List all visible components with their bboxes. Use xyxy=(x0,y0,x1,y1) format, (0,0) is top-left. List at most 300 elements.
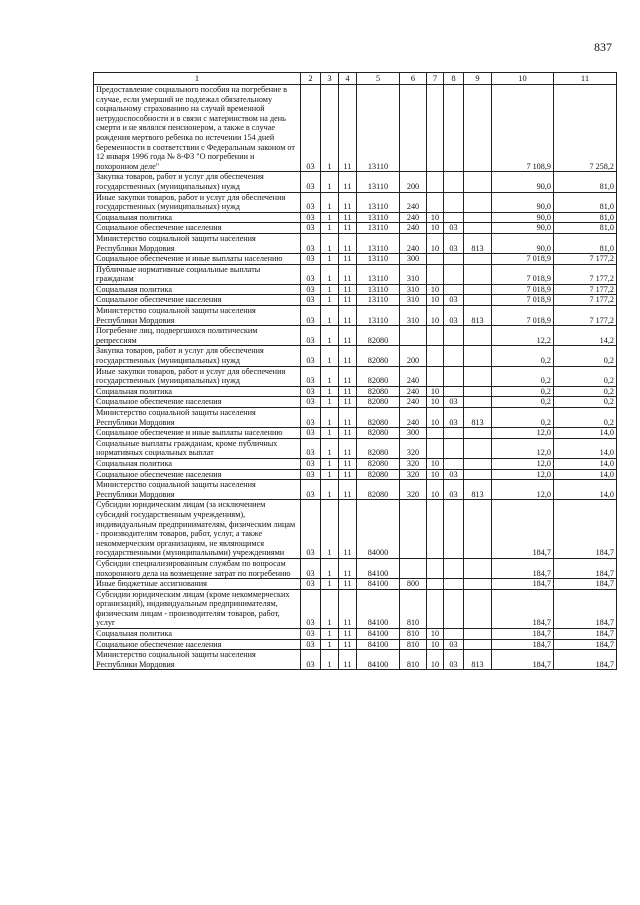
section xyxy=(427,500,444,559)
section xyxy=(427,579,444,590)
row-name: Субсидии юридическим лицам (кроме некоммерческих организаций), индивидуальным предпринимателям, физическим лицам - производителям товаров, работ, услуг xyxy=(94,589,301,628)
subsection xyxy=(444,438,464,458)
amount-col-11: 14,0 xyxy=(554,469,617,480)
amount-col-11: 7 177,2 xyxy=(554,295,617,306)
expense-type: 200 xyxy=(400,346,427,366)
table-row xyxy=(94,326,617,346)
section: 10 xyxy=(427,306,444,326)
section: 10 xyxy=(427,408,444,428)
row-name: Закупка товаров, работ и услуг для обеспечения государственных (муниципальных) нужд xyxy=(94,172,301,192)
code-2: 03 xyxy=(301,346,321,366)
code-3: 1 xyxy=(321,306,339,326)
row-name: Иные бюджетные ассигнования xyxy=(94,579,301,590)
amount-col-11: 184,7 xyxy=(554,650,617,670)
expense-type: 320 xyxy=(400,438,427,458)
table-row xyxy=(94,458,617,469)
section: 10 xyxy=(427,386,444,397)
expense-type: 310 xyxy=(400,264,427,284)
ministry-code: 813 xyxy=(464,306,492,326)
row-name: Субсидии специализированным службам по вопросам похоронного дела на возмещение затрат по погребению xyxy=(94,558,301,578)
target-code: 82080 xyxy=(357,438,400,458)
table-body xyxy=(94,85,617,670)
expense-type: 810 xyxy=(400,650,427,670)
amount-col-11: 7 177,2 xyxy=(554,306,617,326)
expense-type xyxy=(400,326,427,346)
amount-col-11: 184,7 xyxy=(554,579,617,590)
section: 10 xyxy=(427,295,444,306)
subsection xyxy=(444,284,464,295)
subsection: 03 xyxy=(444,639,464,650)
row-name: Социальное обеспечение и иные выплаты населению xyxy=(94,254,301,265)
target-code: 84000 xyxy=(357,500,400,559)
amount-col-10: 7 018,9 xyxy=(492,295,554,306)
expense-type xyxy=(400,558,427,578)
code-3: 1 xyxy=(321,397,339,408)
subsection xyxy=(444,326,464,346)
amount-col-11: 184,7 xyxy=(554,558,617,578)
subsection xyxy=(444,458,464,469)
code-3: 1 xyxy=(321,295,339,306)
row-name: Предоставление социального пособия на погребение в случае, если умерший не подлежал обязательному социальному страхованию на случай временной нетрудоспособности и в связи с материнством на день смерти и не являлся пенсионером, а также в случае рождения мертвого ребенка по истечении 154 дней беременности в соответствии с Федеральным законом от 12 января 1996 года № 8-ФЗ "О погребении и похоронном деле" xyxy=(94,85,301,172)
amount-col-11: 184,7 xyxy=(554,639,617,650)
code-2: 03 xyxy=(301,366,321,386)
section xyxy=(427,85,444,172)
subsection: 03 xyxy=(444,306,464,326)
code-3: 1 xyxy=(321,500,339,559)
code-3: 1 xyxy=(321,223,339,234)
amount-col-10: 184,7 xyxy=(492,639,554,650)
code-4: 11 xyxy=(339,579,357,590)
code-2: 03 xyxy=(301,438,321,458)
table-row xyxy=(94,212,617,223)
target-code: 84100 xyxy=(357,579,400,590)
amount-col-10: 12,2 xyxy=(492,326,554,346)
table-row xyxy=(94,428,617,439)
row-name: Социальная политика xyxy=(94,386,301,397)
amount-col-10: 90,0 xyxy=(492,172,554,192)
amount-col-11: 14,2 xyxy=(554,326,617,346)
subsection xyxy=(444,264,464,284)
code-4: 11 xyxy=(339,172,357,192)
target-code: 82080 xyxy=(357,408,400,428)
code-2: 03 xyxy=(301,480,321,500)
section xyxy=(427,589,444,628)
code-3: 1 xyxy=(321,629,339,640)
table-row xyxy=(94,397,617,408)
expense-type: 310 xyxy=(400,306,427,326)
expense-type: 240 xyxy=(400,223,427,234)
target-code: 82080 xyxy=(357,480,400,500)
header-cell: 3 xyxy=(321,73,339,85)
code-4: 11 xyxy=(339,500,357,559)
subsection xyxy=(444,558,464,578)
table-row xyxy=(94,366,617,386)
row-name: Иные закупки товаров, работ и услуг для обеспечения государственных (муниципальных) нужд xyxy=(94,192,301,212)
subsection xyxy=(444,500,464,559)
expense-type: 310 xyxy=(400,295,427,306)
code-4: 11 xyxy=(339,650,357,670)
section xyxy=(427,326,444,346)
ministry-code: 813 xyxy=(464,408,492,428)
amount-col-11: 81,0 xyxy=(554,233,617,253)
ministry-code xyxy=(464,85,492,172)
section xyxy=(427,428,444,439)
amount-col-10: 7 018,9 xyxy=(492,306,554,326)
code-2: 03 xyxy=(301,264,321,284)
ministry-code xyxy=(464,346,492,366)
code-3: 1 xyxy=(321,212,339,223)
target-code: 82080 xyxy=(357,458,400,469)
section xyxy=(427,438,444,458)
section: 10 xyxy=(427,284,444,295)
code-2: 03 xyxy=(301,397,321,408)
amount-col-10: 184,7 xyxy=(492,650,554,670)
amount-col-11: 14,0 xyxy=(554,458,617,469)
section xyxy=(427,346,444,366)
expense-type: 810 xyxy=(400,589,427,628)
table-row xyxy=(94,480,617,500)
code-2: 03 xyxy=(301,650,321,670)
code-2: 03 xyxy=(301,469,321,480)
code-4: 11 xyxy=(339,306,357,326)
ministry-code xyxy=(464,428,492,439)
code-4: 11 xyxy=(339,386,357,397)
code-4: 11 xyxy=(339,629,357,640)
code-2: 03 xyxy=(301,254,321,265)
amount-col-10: 12,0 xyxy=(492,469,554,480)
expense-type: 810 xyxy=(400,629,427,640)
amount-col-11: 184,7 xyxy=(554,629,617,640)
expense-type: 240 xyxy=(400,386,427,397)
target-code: 84100 xyxy=(357,639,400,650)
subsection xyxy=(444,346,464,366)
code-2: 03 xyxy=(301,212,321,223)
target-code: 13110 xyxy=(357,264,400,284)
amount-col-11: 0,2 xyxy=(554,346,617,366)
subsection xyxy=(444,172,464,192)
ministry-code xyxy=(464,192,492,212)
target-code: 13110 xyxy=(357,172,400,192)
ministry-code xyxy=(464,639,492,650)
subsection: 03 xyxy=(444,397,464,408)
code-3: 1 xyxy=(321,326,339,346)
section xyxy=(427,558,444,578)
code-3: 1 xyxy=(321,458,339,469)
code-2: 03 xyxy=(301,386,321,397)
code-4: 11 xyxy=(339,397,357,408)
amount-col-11: 7 177,2 xyxy=(554,264,617,284)
amount-col-10: 12,0 xyxy=(492,428,554,439)
target-code: 82080 xyxy=(357,346,400,366)
ministry-code xyxy=(464,500,492,559)
amount-col-10: 0,2 xyxy=(492,346,554,366)
ministry-code xyxy=(464,254,492,265)
section xyxy=(427,172,444,192)
row-name: Социальное обеспечение населения xyxy=(94,223,301,234)
code-3: 1 xyxy=(321,264,339,284)
target-code: 13110 xyxy=(357,85,400,172)
amount-col-10: 184,7 xyxy=(492,589,554,628)
ministry-code xyxy=(464,366,492,386)
header-cell: 1 xyxy=(94,73,301,85)
row-name: Погребение лиц, подвергшихся политическим репрессиям xyxy=(94,326,301,346)
table-row xyxy=(94,589,617,628)
amount-col-10: 12,0 xyxy=(492,458,554,469)
row-name: Социальные выплаты гражданам, кроме публичных нормативных социальных выплат xyxy=(94,438,301,458)
amount-col-10: 0,2 xyxy=(492,386,554,397)
section: 10 xyxy=(427,212,444,223)
code-2: 03 xyxy=(301,223,321,234)
code-3: 1 xyxy=(321,469,339,480)
expense-type: 800 xyxy=(400,579,427,590)
code-4: 11 xyxy=(339,346,357,366)
amount-col-10: 0,2 xyxy=(492,408,554,428)
code-3: 1 xyxy=(321,650,339,670)
code-2: 03 xyxy=(301,629,321,640)
code-4: 11 xyxy=(339,326,357,346)
amount-col-10: 184,7 xyxy=(492,629,554,640)
table-row xyxy=(94,295,617,306)
amount-col-11: 81,0 xyxy=(554,192,617,212)
code-2: 03 xyxy=(301,500,321,559)
amount-col-10: 0,2 xyxy=(492,366,554,386)
table-row xyxy=(94,254,617,265)
code-4: 11 xyxy=(339,438,357,458)
expense-type: 320 xyxy=(400,469,427,480)
code-2: 03 xyxy=(301,85,321,172)
expense-type: 300 xyxy=(400,254,427,265)
table-row xyxy=(94,639,617,650)
target-code: 84100 xyxy=(357,589,400,628)
code-2: 03 xyxy=(301,579,321,590)
table-row xyxy=(94,469,617,480)
target-code: 13110 xyxy=(357,192,400,212)
code-3: 1 xyxy=(321,428,339,439)
code-2: 03 xyxy=(301,589,321,628)
target-code: 82080 xyxy=(357,326,400,346)
ministry-code xyxy=(464,579,492,590)
table-row xyxy=(94,346,617,366)
code-2: 03 xyxy=(301,326,321,346)
row-name: Социальное обеспечение населения xyxy=(94,639,301,650)
table-row xyxy=(94,223,617,234)
header-cell: 6 xyxy=(400,73,427,85)
expense-type: 310 xyxy=(400,284,427,295)
code-4: 11 xyxy=(339,480,357,500)
section: 10 xyxy=(427,397,444,408)
code-2: 03 xyxy=(301,428,321,439)
section xyxy=(427,366,444,386)
section: 10 xyxy=(427,233,444,253)
amount-col-10: 7 018,9 xyxy=(492,264,554,284)
row-name: Министерство социальной защиты населения Республики Мордовия xyxy=(94,480,301,500)
expense-type: 240 xyxy=(400,366,427,386)
amount-col-11: 81,0 xyxy=(554,212,617,223)
amount-col-11: 0,2 xyxy=(554,397,617,408)
table-row xyxy=(94,264,617,284)
amount-col-10: 12,0 xyxy=(492,438,554,458)
table-row xyxy=(94,438,617,458)
code-4: 11 xyxy=(339,223,357,234)
row-name: Социальное обеспечение населения xyxy=(94,295,301,306)
code-3: 1 xyxy=(321,254,339,265)
ministry-code xyxy=(464,172,492,192)
subsection: 03 xyxy=(444,480,464,500)
code-3: 1 xyxy=(321,346,339,366)
code-2: 03 xyxy=(301,458,321,469)
code-2: 03 xyxy=(301,295,321,306)
target-code: 13110 xyxy=(357,212,400,223)
subsection xyxy=(444,589,464,628)
ministry-code xyxy=(464,438,492,458)
code-4: 11 xyxy=(339,558,357,578)
code-2: 03 xyxy=(301,192,321,212)
amount-col-10: 7 018,9 xyxy=(492,254,554,265)
expense-type: 200 xyxy=(400,172,427,192)
subsection xyxy=(444,366,464,386)
code-2: 03 xyxy=(301,233,321,253)
code-2: 03 xyxy=(301,408,321,428)
amount-col-11: 14,0 xyxy=(554,438,617,458)
ministry-code xyxy=(464,469,492,480)
amount-col-10: 7 018,9 xyxy=(492,284,554,295)
expense-type: 240 xyxy=(400,212,427,223)
amount-col-11: 14,0 xyxy=(554,480,617,500)
code-2: 03 xyxy=(301,172,321,192)
code-2: 03 xyxy=(301,639,321,650)
row-name: Социальная политика xyxy=(94,458,301,469)
code-4: 11 xyxy=(339,589,357,628)
section: 10 xyxy=(427,469,444,480)
amount-col-10: 184,7 xyxy=(492,579,554,590)
amount-col-11: 81,0 xyxy=(554,223,617,234)
expense-type: 240 xyxy=(400,192,427,212)
ministry-code xyxy=(464,326,492,346)
table-row xyxy=(94,192,617,212)
code-4: 11 xyxy=(339,366,357,386)
code-3: 1 xyxy=(321,589,339,628)
table-row xyxy=(94,85,617,172)
section xyxy=(427,264,444,284)
code-3: 1 xyxy=(321,579,339,590)
target-code: 13110 xyxy=(357,254,400,265)
header-cell: 4 xyxy=(339,73,357,85)
code-3: 1 xyxy=(321,408,339,428)
target-code: 82080 xyxy=(357,469,400,480)
header-cell: 7 xyxy=(427,73,444,85)
amount-col-11: 184,7 xyxy=(554,500,617,559)
amount-col-11: 0,2 xyxy=(554,366,617,386)
ministry-code xyxy=(464,397,492,408)
subsection xyxy=(444,212,464,223)
subsection: 03 xyxy=(444,295,464,306)
expense-type: 320 xyxy=(400,480,427,500)
header-row xyxy=(94,73,617,85)
code-4: 11 xyxy=(339,212,357,223)
table-row xyxy=(94,558,617,578)
code-3: 1 xyxy=(321,233,339,253)
code-3: 1 xyxy=(321,366,339,386)
amount-col-10: 12,0 xyxy=(492,480,554,500)
subsection xyxy=(444,254,464,265)
expense-type: 320 xyxy=(400,458,427,469)
amount-col-10: 7 108,9 xyxy=(492,85,554,172)
code-4: 11 xyxy=(339,469,357,480)
table-row xyxy=(94,579,617,590)
code-3: 1 xyxy=(321,558,339,578)
ministry-code xyxy=(464,386,492,397)
target-code: 82080 xyxy=(357,428,400,439)
amount-col-11: 0,2 xyxy=(554,386,617,397)
section: 10 xyxy=(427,639,444,650)
expense-type: 240 xyxy=(400,233,427,253)
subsection xyxy=(444,579,464,590)
amount-col-11: 7 177,2 xyxy=(554,284,617,295)
code-4: 11 xyxy=(339,408,357,428)
code-4: 11 xyxy=(339,428,357,439)
target-code: 84100 xyxy=(357,558,400,578)
section: 10 xyxy=(427,650,444,670)
row-name: Министерство социальной защиты населения Республики Мордовия xyxy=(94,650,301,670)
amount-col-11: 81,0 xyxy=(554,172,617,192)
table-row xyxy=(94,306,617,326)
section: 10 xyxy=(427,629,444,640)
page-number: 837 xyxy=(594,40,612,54)
code-3: 1 xyxy=(321,172,339,192)
target-code: 84100 xyxy=(357,629,400,640)
row-name: Социальная политика xyxy=(94,212,301,223)
code-2: 03 xyxy=(301,558,321,578)
table-row xyxy=(94,500,617,559)
subsection: 03 xyxy=(444,469,464,480)
subsection xyxy=(444,192,464,212)
amount-col-11: 184,7 xyxy=(554,589,617,628)
table-row xyxy=(94,386,617,397)
ministry-code xyxy=(464,629,492,640)
row-name: Социальная политика xyxy=(94,284,301,295)
ministry-code: 813 xyxy=(464,650,492,670)
ministry-code: 813 xyxy=(464,480,492,500)
code-2: 03 xyxy=(301,306,321,326)
table-row xyxy=(94,233,617,253)
ministry-code xyxy=(464,223,492,234)
amount-col-11: 7 177,2 xyxy=(554,254,617,265)
code-3: 1 xyxy=(321,438,339,458)
row-name: Публичные нормативные социальные выплаты гражданам xyxy=(94,264,301,284)
expense-type: 240 xyxy=(400,397,427,408)
ministry-code xyxy=(464,458,492,469)
amount-col-10: 184,7 xyxy=(492,500,554,559)
code-4: 11 xyxy=(339,639,357,650)
ministry-code xyxy=(464,558,492,578)
target-code: 82080 xyxy=(357,366,400,386)
subsection xyxy=(444,386,464,397)
budget-table xyxy=(93,72,617,670)
section: 10 xyxy=(427,480,444,500)
ministry-code xyxy=(464,284,492,295)
table-row xyxy=(94,172,617,192)
subsection xyxy=(444,85,464,172)
section xyxy=(427,254,444,265)
expense-type: 240 xyxy=(400,408,427,428)
ministry-code xyxy=(464,589,492,628)
table-row xyxy=(94,650,617,670)
row-name: Министерство социальной защиты населения Республики Мордовия xyxy=(94,408,301,428)
code-4: 11 xyxy=(339,233,357,253)
amount-col-10: 90,0 xyxy=(492,223,554,234)
subsection xyxy=(444,629,464,640)
target-code: 82080 xyxy=(357,386,400,397)
